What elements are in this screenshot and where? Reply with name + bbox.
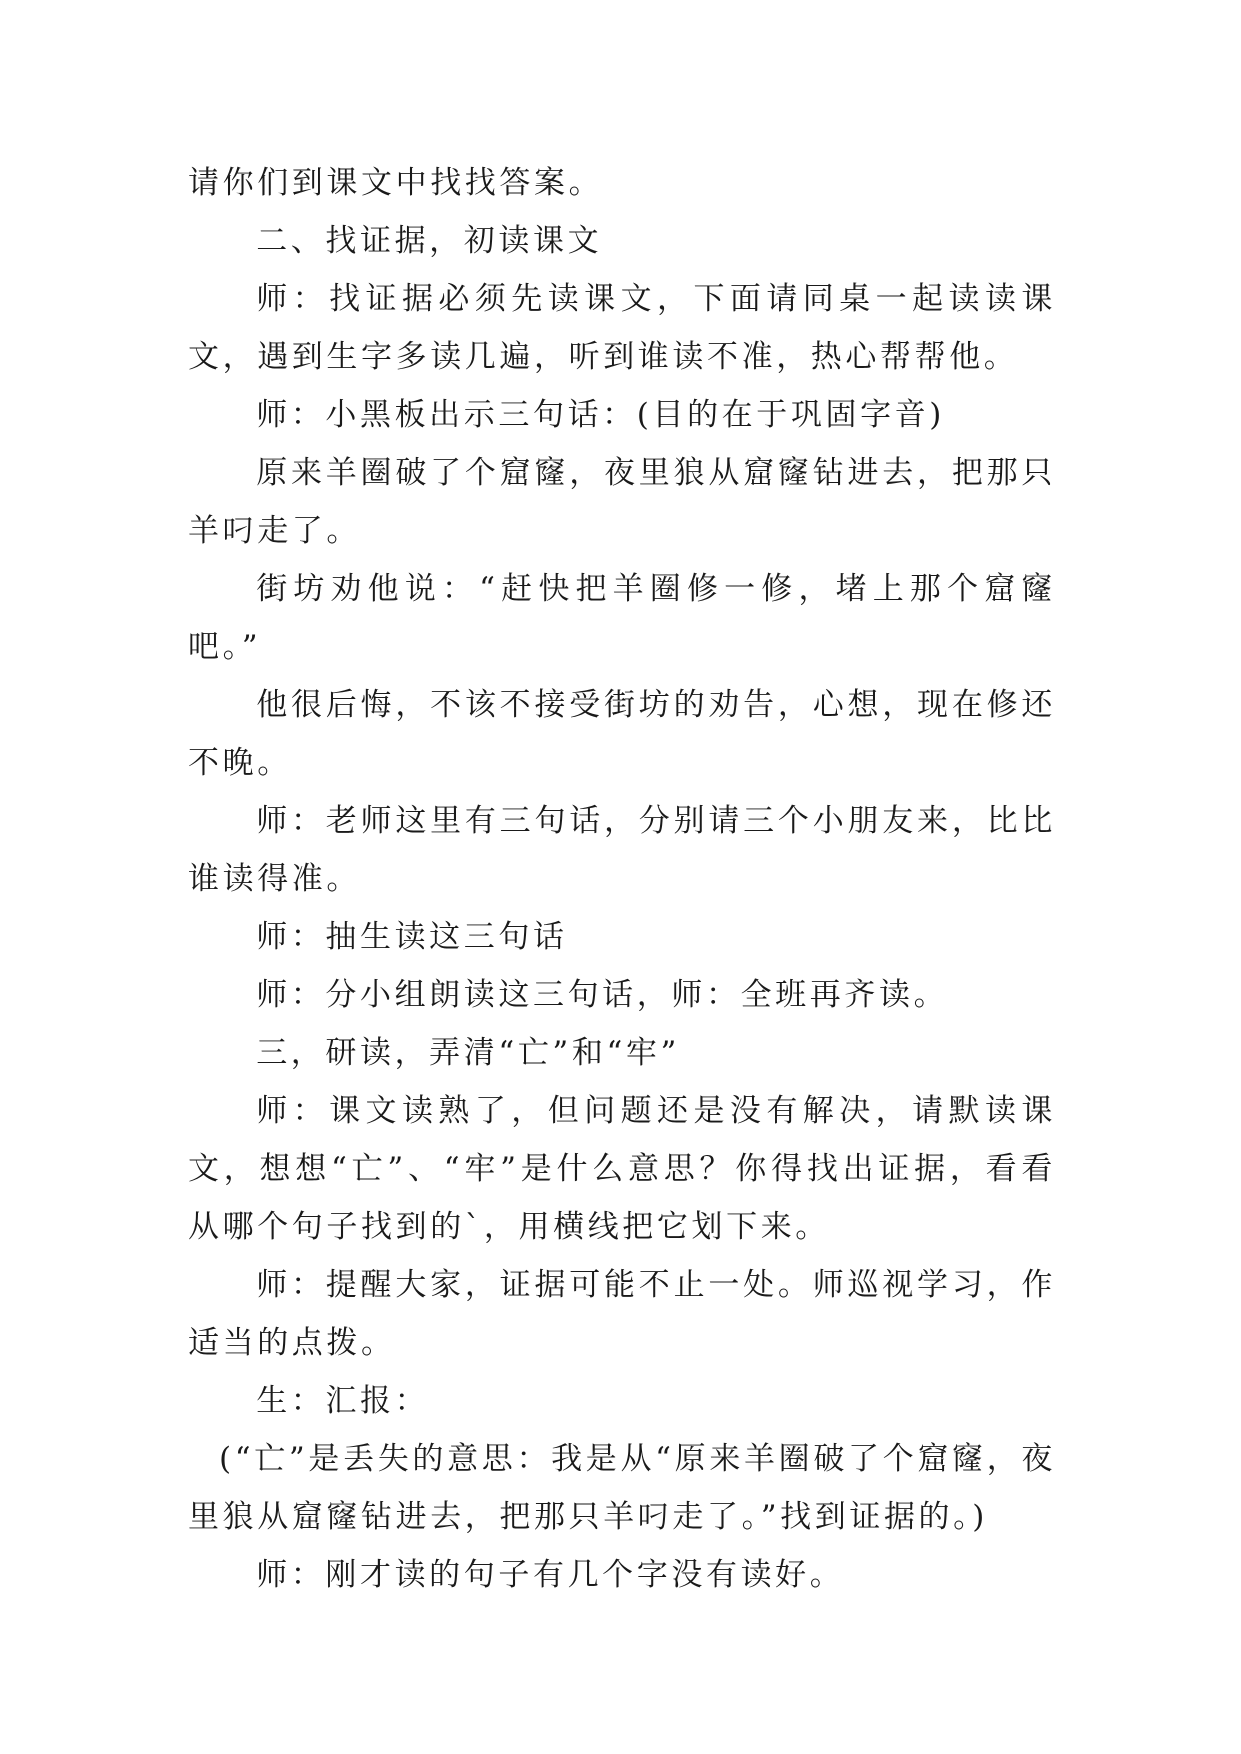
section-heading-2: 二、找证据，初读课文 (256, 223, 603, 259)
paragraph: 街坊劝他说：“赶快把羊圈修一修，堵上那个窟窿吧。” (188, 571, 1056, 665)
paragraph-quote: (“亡”是丢失的意思：我是从“原来羊圈破了个窟窿，夜里狼从窟窿钻进去，把那只羊叼走了。”找到证据的。) (188, 1441, 1056, 1535)
paragraph: 师：小黑板出示三句话：(目的在于巩固字音) (256, 397, 945, 433)
section-heading-3: 三，研读，弄清“亡”和“牢” (256, 1035, 680, 1071)
paragraph: 师：抽生读这三句话 (256, 919, 568, 955)
paragraph: 师：提醒大家，证据可能不止一处。师巡视学习，作适当的点拨。 (188, 1267, 1056, 1361)
document-body (188, 154, 1056, 1604)
paragraph: 师：找证据必须先读课文，下面请同桌一起读读课文，遇到生字多读几遍，听到谁读不准，热心帮帮他。 (188, 281, 1056, 375)
paragraph: 师：老师这里有三句话，分别请三个小朋友来，比比谁读得准。 (188, 803, 1056, 897)
paragraph: 原来羊圈破了个窟窿，夜里狼从窟窿钻进去，把那只羊叼走了。 (188, 455, 1056, 549)
paragraph-continuation: 请你们到课文中找找答案。 (188, 165, 604, 201)
paragraph: 师：分小组朗读这三句话，师：全班再齐读。 (256, 977, 949, 1013)
paragraph: 生：汇报： (256, 1383, 430, 1419)
paragraph: 师：课文读熟了，但问题还是没有解决，请默读课文，想想“亡”、“牢”是什么意思？你得找出证据，看看从哪个句子找到的`，用横线把它划下来。 (188, 1093, 1056, 1245)
paragraph: 他很后悔，不该不接受街坊的劝告，心想，现在修还不晚。 (188, 687, 1056, 781)
paragraph: 师：刚才读的句子有几个字没有读好。 (256, 1557, 845, 1593)
